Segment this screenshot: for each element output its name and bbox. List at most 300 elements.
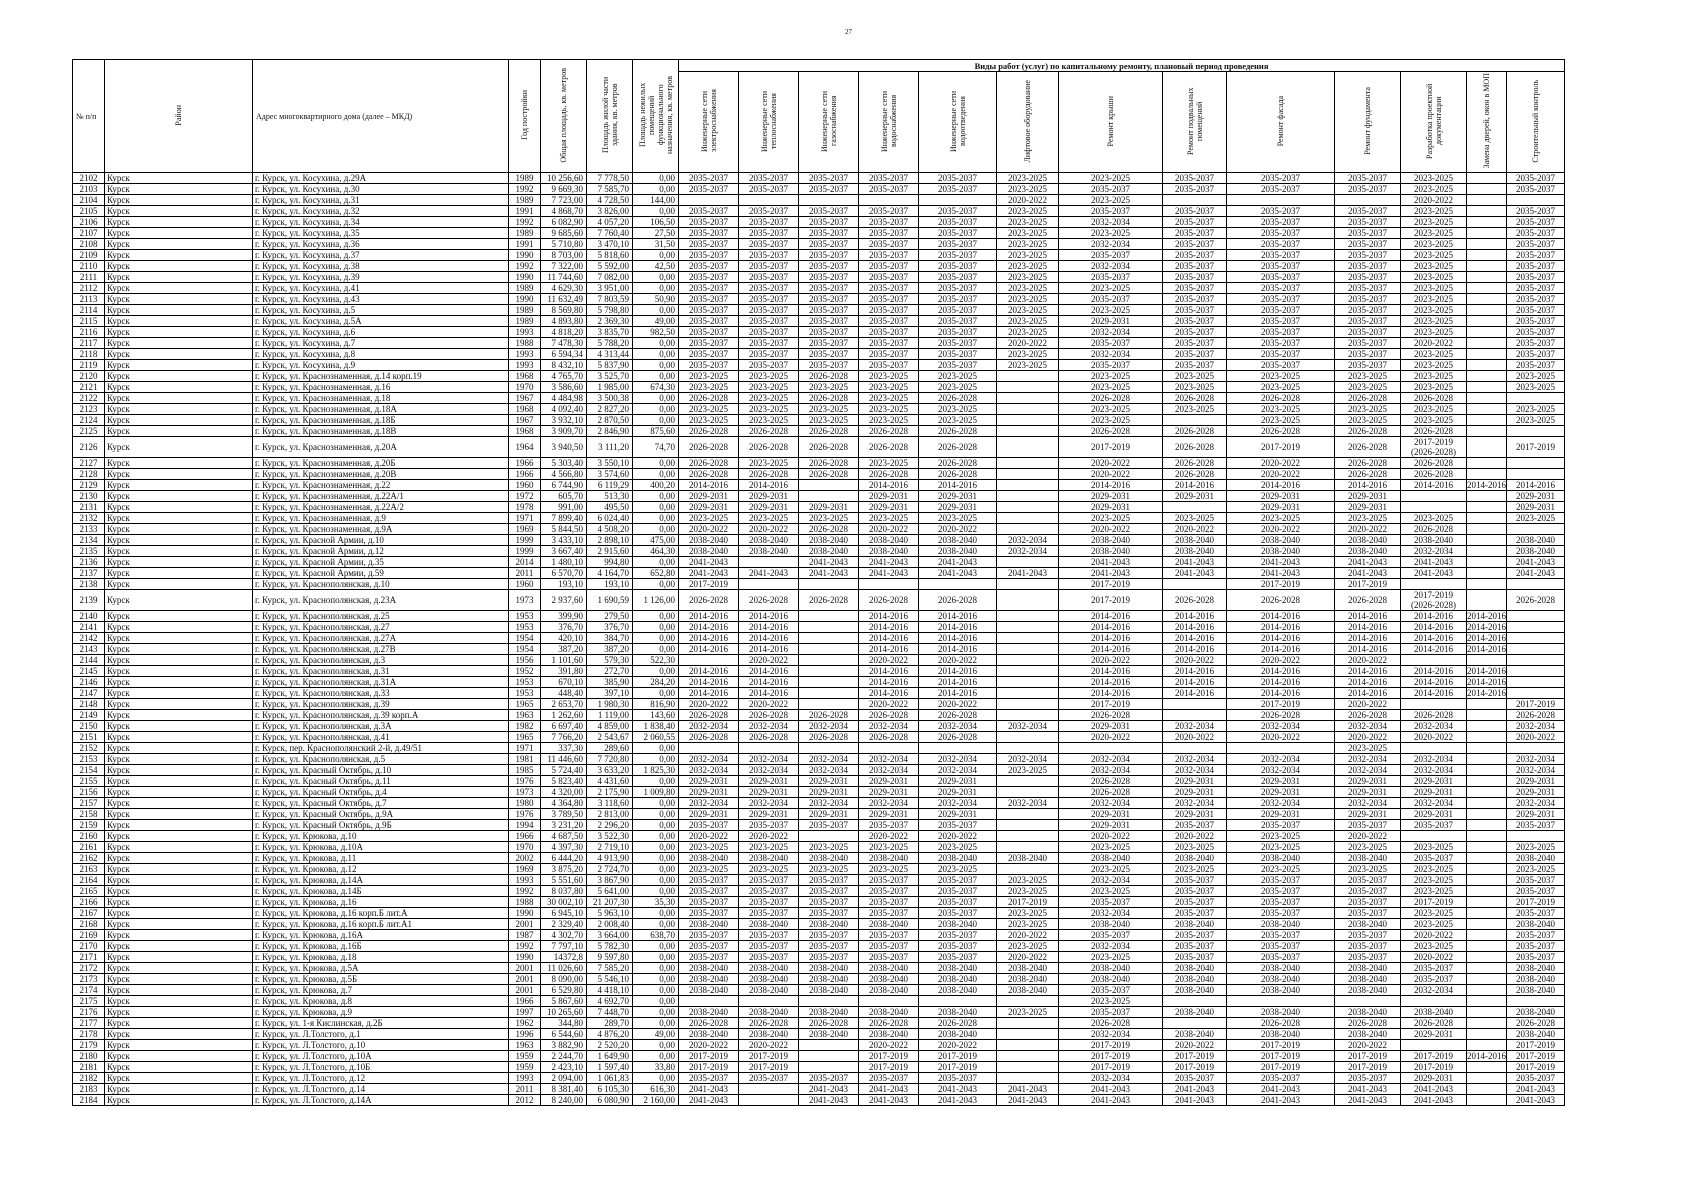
table-cell bbox=[1467, 502, 1507, 513]
table-cell: 2 060,55 bbox=[633, 732, 679, 743]
table-cell: 2020-2022 bbox=[1163, 524, 1227, 535]
table-cell: 5 551,60 bbox=[541, 875, 587, 886]
table-row bbox=[73, 469, 1565, 480]
table-cell: г. Курск, ул. Красный Октябрь, д.4 bbox=[253, 787, 509, 798]
table-cell: 2035-2037 bbox=[679, 228, 739, 239]
table-cell: 2035-2037 bbox=[799, 272, 859, 283]
table-cell bbox=[1467, 338, 1507, 349]
table-cell: 2035-2037 bbox=[1335, 173, 1401, 184]
table-cell bbox=[1467, 941, 1507, 952]
table-cell: 2038-2040 bbox=[1335, 919, 1401, 930]
table-cell: 2162 bbox=[73, 853, 105, 864]
table-cell: 2017-2019 bbox=[679, 1051, 739, 1062]
table-cell: 0,00 bbox=[633, 469, 679, 480]
table-cell: 1 980,30 bbox=[587, 699, 633, 710]
table-cell: 2038-2040 bbox=[997, 974, 1059, 985]
table-cell: 2032-2034 bbox=[1401, 798, 1467, 809]
table-cell: 2029-2031 bbox=[739, 502, 799, 513]
table-cell: 2032-2034 bbox=[1059, 754, 1163, 765]
table-cell: 2026-2028 bbox=[1059, 710, 1163, 721]
table-cell: 2 520,20 bbox=[587, 1040, 633, 1051]
table-cell bbox=[997, 426, 1059, 437]
table-cell: 2020-2022 bbox=[919, 699, 997, 710]
table-cell: 2026-2028 bbox=[1227, 590, 1335, 611]
table-cell: 1989 bbox=[509, 316, 541, 327]
table-cell: 2032-2034 bbox=[1335, 798, 1401, 809]
table-cell: 2035-2037 bbox=[1163, 941, 1227, 952]
table-cell: 2017-2019 (2026-2028) bbox=[1401, 437, 1467, 458]
table-cell: 2026-2028 bbox=[919, 590, 997, 611]
table-cell: 2035-2037 bbox=[1059, 1007, 1163, 1018]
table-cell: Курск bbox=[105, 930, 253, 941]
table-cell: 6 119,29 bbox=[587, 480, 633, 491]
table-cell bbox=[1467, 699, 1507, 710]
table-cell: 2035-2037 bbox=[1507, 173, 1565, 184]
table-cell: 2137 bbox=[73, 568, 105, 579]
table-cell bbox=[1401, 1040, 1467, 1051]
table-cell: 2023-2025 bbox=[1401, 886, 1467, 897]
table-cell: 2035-2037 bbox=[1335, 908, 1401, 919]
table-cell: Курск bbox=[105, 732, 253, 743]
table-cell: 2020-2022 bbox=[859, 699, 919, 710]
table-cell: 2035-2037 bbox=[859, 294, 919, 305]
table-cell: г. Курск, ул. Красный Октябрь, д.11 bbox=[253, 776, 509, 787]
table-cell: 10 256,60 bbox=[541, 173, 587, 184]
table-cell bbox=[1467, 963, 1507, 974]
table-cell: 2035-2037 bbox=[1227, 941, 1335, 952]
table-cell: 2014-2016 bbox=[1227, 480, 1335, 491]
table-cell bbox=[1467, 393, 1507, 404]
table-cell: 2023-2025 bbox=[997, 250, 1059, 261]
table-cell: Курск bbox=[105, 754, 253, 765]
table-cell: 1989 bbox=[509, 305, 541, 316]
table-cell: 2014-2016 bbox=[919, 677, 997, 688]
table-cell: 2035-2037 bbox=[859, 261, 919, 272]
table-cell: 2023-2025 bbox=[1401, 206, 1467, 217]
table-cell: 2035-2037 bbox=[1335, 239, 1401, 250]
table-cell bbox=[1467, 875, 1507, 886]
table-row bbox=[73, 546, 1565, 557]
table-cell bbox=[997, 743, 1059, 754]
table-cell: 7 720,80 bbox=[587, 754, 633, 765]
table-cell bbox=[799, 195, 859, 206]
table-cell bbox=[1467, 1040, 1507, 1051]
table-cell: 2032-2034 bbox=[859, 798, 919, 809]
table-cell: 2035-2037 bbox=[859, 239, 919, 250]
table-cell: 2026-2028 bbox=[1335, 1018, 1401, 1029]
table-cell bbox=[799, 1062, 859, 1073]
table-cell: 2 846,90 bbox=[587, 426, 633, 437]
table-cell bbox=[799, 699, 859, 710]
header-work-4: Инженерные сети водоотведения bbox=[919, 72, 997, 173]
table-cell: 1968 bbox=[509, 371, 541, 382]
table-cell: 2035-2037 bbox=[1163, 327, 1227, 338]
table-cell: 1 597,40 bbox=[587, 1062, 633, 1073]
table-cell: 2023-2025 bbox=[1401, 842, 1467, 853]
table-cell: 2014-2016 bbox=[1401, 622, 1467, 633]
table-cell: 2017-2019 bbox=[859, 1051, 919, 1062]
table-cell: 2158 bbox=[73, 809, 105, 820]
table-cell: 2026-2028 bbox=[1227, 1018, 1335, 1029]
table-cell: 2032-2034 bbox=[859, 721, 919, 732]
table-cell: 2029-2031 bbox=[679, 502, 739, 513]
table-cell bbox=[1467, 853, 1507, 864]
table-cell: г. Курск, ул. Косухина, д.5А bbox=[253, 316, 509, 327]
table-cell: 2023-2025 bbox=[1507, 842, 1565, 853]
table-cell: 0,00 bbox=[633, 206, 679, 217]
table-cell: 2023-2025 bbox=[1507, 382, 1565, 393]
table-cell: 2041-2043 bbox=[1507, 1084, 1565, 1095]
table-cell: Курск bbox=[105, 316, 253, 327]
table-cell: 2029-2031 bbox=[1227, 776, 1335, 787]
table-cell: 289,60 bbox=[587, 743, 633, 754]
table-cell: 2023-2025 bbox=[1401, 349, 1467, 360]
table-cell bbox=[1467, 283, 1507, 294]
table-cell: 0,00 bbox=[633, 853, 679, 864]
table-cell: 2166 bbox=[73, 897, 105, 908]
table-cell bbox=[1467, 535, 1507, 546]
table-cell: Курск bbox=[105, 535, 253, 546]
table-cell: 2017-2019 bbox=[1507, 699, 1565, 710]
table-cell: 2035-2037 bbox=[919, 930, 997, 941]
table-cell: 2127 bbox=[73, 458, 105, 469]
table-cell: 2035-2037 bbox=[859, 875, 919, 886]
table-cell: 2023-2025 bbox=[1059, 283, 1163, 294]
table-cell: г. Курск, ул. Краснополянская, д.27А bbox=[253, 633, 509, 644]
table-cell: Курск bbox=[105, 184, 253, 195]
table-cell: 2035-2037 bbox=[739, 173, 799, 184]
table-cell: г. Курск, ул. Л.Толстого, д.10А bbox=[253, 1051, 509, 1062]
table-cell: 2146 bbox=[73, 677, 105, 688]
table-cell: 3 586,60 bbox=[541, 382, 587, 393]
table-row bbox=[73, 1007, 1565, 1018]
table-cell: 2014-2016 bbox=[679, 633, 739, 644]
table-cell bbox=[1467, 261, 1507, 272]
table-cell bbox=[1507, 524, 1565, 535]
table-cell: 344,80 bbox=[541, 1018, 587, 1029]
table-cell bbox=[1163, 1018, 1227, 1029]
table-cell: 6 697,40 bbox=[541, 721, 587, 732]
table-cell: 2161 bbox=[73, 842, 105, 853]
table-cell: 2035-2037 bbox=[799, 184, 859, 195]
table-cell: 2023-2025 bbox=[1335, 404, 1401, 415]
table-cell: 2035-2037 bbox=[739, 360, 799, 371]
table-cell: 0,00 bbox=[633, 633, 679, 644]
table-cell: 2035-2037 bbox=[859, 305, 919, 316]
table-cell: 2014-2016 bbox=[1467, 666, 1506, 676]
table-cell: 2035-2037 bbox=[859, 349, 919, 360]
table-cell: 2029-2031 bbox=[1227, 787, 1335, 798]
table-cell: 2026-2028 bbox=[1059, 787, 1163, 798]
table-cell: 4 484,98 bbox=[541, 393, 587, 404]
table-cell: 2020-2022 bbox=[1335, 699, 1401, 710]
table-cell: 2014-2016 bbox=[1227, 611, 1335, 622]
table-cell bbox=[1467, 765, 1507, 776]
table-cell: 2118 bbox=[73, 349, 105, 360]
table-cell: 2038-2040 bbox=[1507, 963, 1565, 974]
table-cell: 2041-2043 bbox=[1507, 557, 1565, 568]
table-cell: 1971 bbox=[509, 513, 541, 524]
table-cell: 2029-2031 bbox=[859, 502, 919, 513]
table-cell: г. Курск, ул. Крюкова, д.7 bbox=[253, 985, 509, 996]
table-cell: Курск bbox=[105, 480, 253, 491]
table-cell: Курск bbox=[105, 360, 253, 371]
table-cell: 8 240,00 bbox=[541, 1095, 587, 1106]
table-cell: 2038-2040 bbox=[1507, 535, 1565, 546]
table-cell: 1 126,00 bbox=[633, 590, 679, 611]
table-cell: 2035-2037 bbox=[1163, 897, 1227, 908]
table-cell: 2020-2022 bbox=[997, 195, 1059, 206]
table-cell: 2041-2043 bbox=[919, 1084, 997, 1095]
page-number: 27 bbox=[845, 28, 852, 36]
table-cell bbox=[739, 996, 799, 1007]
table-row bbox=[73, 173, 1565, 184]
table-row bbox=[73, 1084, 1565, 1095]
table-cell: 2035-2037 bbox=[739, 338, 799, 349]
table-cell: 2041-2043 bbox=[1335, 557, 1401, 568]
table-cell: 2035-2037 bbox=[679, 305, 739, 316]
table-cell bbox=[1467, 327, 1507, 338]
table-cell: 2130 bbox=[73, 491, 105, 502]
table-cell: 2035-2037 bbox=[1335, 952, 1401, 963]
table-cell: 2 296,20 bbox=[587, 820, 633, 831]
table-cell: 2032-2034 bbox=[859, 754, 919, 765]
table-row bbox=[73, 1095, 1565, 1106]
table-cell bbox=[1507, 688, 1565, 699]
table-cell: 5 303,40 bbox=[541, 458, 587, 469]
table-cell: Курск bbox=[105, 886, 253, 897]
table-cell: 2035-2037 bbox=[1227, 217, 1335, 228]
table-cell: 2038-2040 bbox=[679, 919, 739, 930]
table-row bbox=[73, 382, 1565, 393]
capital-repair-table-container bbox=[72, 59, 1565, 1106]
table-cell: 74,70 bbox=[633, 437, 679, 458]
table-cell: 2038-2040 bbox=[679, 546, 739, 557]
table-cell: 2035-2037 bbox=[799, 327, 859, 338]
table-cell: 284,20 bbox=[633, 677, 679, 688]
table-cell: 2038-2040 bbox=[1507, 985, 1565, 996]
table-cell: 2014-2016 bbox=[679, 644, 739, 655]
table-cell: 2014-2016 bbox=[679, 677, 739, 688]
table-cell: 2035-2037 bbox=[1227, 952, 1335, 963]
table-cell: 2038-2040 bbox=[799, 1029, 859, 1040]
table-cell: 1966 bbox=[509, 458, 541, 469]
table-cell: 2038-2040 bbox=[1059, 974, 1163, 985]
table-cell: 2023-2025 bbox=[919, 864, 997, 875]
table-cell: 0,00 bbox=[633, 360, 679, 371]
table-cell: 30 002,10 bbox=[541, 897, 587, 908]
table-cell: 2 719,10 bbox=[587, 842, 633, 853]
table-cell: 2014-2016 bbox=[1401, 677, 1467, 688]
table-cell: 2035-2037 bbox=[1059, 985, 1163, 996]
table-cell bbox=[1467, 371, 1507, 382]
table-cell: 2023-2025 bbox=[739, 371, 799, 382]
table-cell: 2038-2040 bbox=[1227, 1007, 1335, 1018]
table-cell: 2032-2034 bbox=[1401, 754, 1467, 765]
table-cell: 2014-2016 bbox=[739, 677, 799, 688]
table-cell: 2035-2037 bbox=[919, 261, 997, 272]
table-cell: г. Курск, ул. Крюкова, д.10А bbox=[253, 842, 509, 853]
table-cell: 2041-2043 bbox=[679, 1095, 739, 1106]
table-cell: 33,80 bbox=[633, 1062, 679, 1073]
table-cell: 2035-2037 bbox=[739, 908, 799, 919]
header-year: Год постройки bbox=[509, 60, 541, 173]
table-cell: г. Курск, ул. Краснополянская, д.27 bbox=[253, 622, 509, 633]
table-cell: 2023-2025 bbox=[1163, 404, 1227, 415]
table-cell: Курск bbox=[105, 743, 253, 754]
table-cell: 5 798,80 bbox=[587, 305, 633, 316]
table-cell: 2029-2031 bbox=[739, 491, 799, 502]
table-cell: 2017-2019 bbox=[1401, 1062, 1467, 1073]
table-cell: 2029-2031 bbox=[1335, 809, 1401, 820]
table-cell: 2014-2016 bbox=[1163, 633, 1227, 644]
table-cell: 1991 bbox=[509, 239, 541, 250]
table-cell: 3 789,50 bbox=[541, 809, 587, 820]
table-cell: 2014-2016 bbox=[739, 611, 799, 622]
table-cell bbox=[799, 491, 859, 502]
table-cell bbox=[997, 677, 1059, 688]
table-cell: 2041-2043 bbox=[997, 1084, 1059, 1095]
table-row bbox=[73, 426, 1565, 437]
table-cell: 2035-2037 bbox=[1335, 886, 1401, 897]
table-cell: г. Курск, ул. Краснополянская, д.23А bbox=[253, 590, 509, 611]
table-cell: 2038-2040 bbox=[1335, 1029, 1401, 1040]
table-cell: 0,00 bbox=[633, 513, 679, 524]
table-cell: 2023-2025 bbox=[1507, 864, 1565, 875]
table-row bbox=[73, 1040, 1565, 1051]
table-cell: 2023-2025 bbox=[1227, 382, 1335, 393]
table-cell: 2023-2025 bbox=[799, 404, 859, 415]
table-cell: 2020-2022 bbox=[739, 655, 799, 666]
table-cell bbox=[1401, 996, 1467, 1007]
table-cell: 2032-2034 bbox=[1227, 798, 1335, 809]
table-cell: 2035-2037 bbox=[1507, 360, 1565, 371]
table-cell: 2182 bbox=[73, 1073, 105, 1084]
table-cell: 2029-2031 bbox=[1227, 491, 1335, 502]
table-cell: 2029-2031 bbox=[1335, 787, 1401, 798]
table-cell: г. Курск, ул. Краснознаменная, д.18 bbox=[253, 393, 509, 404]
table-cell: 2032-2034 bbox=[997, 535, 1059, 546]
table-cell: 1968 bbox=[509, 426, 541, 437]
table-cell: 2023-2025 bbox=[1227, 842, 1335, 853]
table-cell: 2026-2028 bbox=[679, 437, 739, 458]
table-cell bbox=[739, 1084, 799, 1095]
table-cell: г. Курск, ул. Косухина, д.31 bbox=[253, 195, 509, 206]
table-cell: 2035-2037 bbox=[1507, 941, 1565, 952]
table-cell: 2023-2025 bbox=[1401, 919, 1467, 930]
table-cell: 2023-2025 bbox=[1401, 184, 1467, 195]
table-cell: г. Курск, ул. Красной Армии, д.59 bbox=[253, 568, 509, 579]
table-cell: 2029-2031 bbox=[799, 787, 859, 798]
table-cell: 2017-2019 bbox=[859, 1062, 919, 1073]
table-cell: 2001 bbox=[509, 963, 541, 974]
table-cell: Курск bbox=[105, 437, 253, 458]
table-cell: 2156 bbox=[73, 787, 105, 798]
table-cell: 2114 bbox=[73, 305, 105, 316]
table-cell: 1960 bbox=[509, 579, 541, 590]
table-cell: 21 207,30 bbox=[587, 897, 633, 908]
table-cell: 6 444,20 bbox=[541, 853, 587, 864]
table-cell: 2035-2037 bbox=[1163, 338, 1227, 349]
table-cell: 2038-2040 bbox=[1059, 535, 1163, 546]
table-cell: 2023-2025 bbox=[1227, 404, 1335, 415]
table-cell bbox=[1401, 502, 1467, 513]
table-cell bbox=[1401, 491, 1467, 502]
table-cell: 2026-2028 bbox=[1401, 458, 1467, 469]
table-cell: 1993 bbox=[509, 875, 541, 886]
table-cell: 8 569,80 bbox=[541, 305, 587, 316]
table-cell: 2017-2019 bbox=[1507, 897, 1565, 908]
table-cell: 2023-2025 bbox=[1227, 415, 1335, 426]
table-cell: 4 629,30 bbox=[541, 283, 587, 294]
table-cell: 4 818,20 bbox=[541, 327, 587, 338]
table-cell: 2026-2028 bbox=[919, 1018, 997, 1029]
table-cell: г. Курск, ул. Краснополянская, д.33 bbox=[253, 688, 509, 699]
table-cell: 579,30 bbox=[587, 655, 633, 666]
table-cell: 2120 bbox=[73, 371, 105, 382]
table-cell: 2014-2016 bbox=[1335, 622, 1401, 633]
header-work-9: Ремонт фундамента bbox=[1335, 72, 1401, 173]
table-row bbox=[73, 809, 1565, 820]
table-cell: 2017-2019 bbox=[1227, 699, 1335, 710]
table-cell bbox=[1507, 611, 1565, 622]
table-cell: 2035-2037 bbox=[799, 206, 859, 217]
table-cell: 2035-2037 bbox=[1227, 886, 1335, 897]
table-cell: 2035-2037 bbox=[1507, 875, 1565, 886]
table-row bbox=[73, 524, 1565, 535]
table-cell: 2035-2037 bbox=[799, 930, 859, 941]
table-cell: 2026-2028 bbox=[799, 1018, 859, 1029]
table-cell: 106,50 bbox=[633, 217, 679, 228]
table-cell bbox=[1227, 195, 1335, 206]
table-cell: Курск bbox=[105, 842, 253, 853]
table-row bbox=[73, 535, 1565, 546]
table-cell: 2029-2031 bbox=[919, 502, 997, 513]
table-cell: 2038-2040 bbox=[1227, 963, 1335, 974]
table-cell: г. Курск, ул. Л.Толстого, д.10Б bbox=[253, 1062, 509, 1073]
table-cell: 3 500,38 bbox=[587, 393, 633, 404]
table-cell bbox=[1401, 699, 1467, 710]
table-cell bbox=[997, 666, 1059, 677]
table-cell: 2017-2019 bbox=[1401, 1051, 1467, 1062]
table-cell bbox=[1507, 677, 1565, 688]
header-nonliving-area: Площадь нежилых помещений функционального назначения, кв. метров bbox=[633, 60, 679, 173]
table-cell: 2149 bbox=[73, 710, 105, 721]
table-cell: г. Курск, ул. Крюкова, д.16 корп.Б лит.А1 bbox=[253, 919, 509, 930]
table-row bbox=[73, 360, 1565, 371]
table-cell: 2153 bbox=[73, 754, 105, 765]
table-cell bbox=[799, 480, 859, 491]
table-cell bbox=[1467, 1084, 1507, 1095]
table-cell: 2032-2034 bbox=[1059, 217, 1163, 228]
table-cell: 3 550,10 bbox=[587, 458, 633, 469]
table-cell: 2023-2025 bbox=[1401, 272, 1467, 283]
table-cell: 2035-2037 bbox=[1227, 272, 1335, 283]
table-cell: 2023-2025 bbox=[1163, 842, 1227, 853]
table-cell: 2023-2025 bbox=[997, 919, 1059, 930]
table-cell: 0,00 bbox=[633, 184, 679, 195]
table-cell: 2035-2037 bbox=[1335, 820, 1401, 831]
table-cell: г. Курск, ул. Красной Армии, д.12 bbox=[253, 546, 509, 557]
table-cell bbox=[799, 633, 859, 644]
table-cell: г. Курск, ул. Краснознаменная, д.16 bbox=[253, 382, 509, 393]
table-cell: 1971 bbox=[509, 743, 541, 754]
table-cell: 2106 bbox=[73, 217, 105, 228]
table-cell: 513,30 bbox=[587, 491, 633, 502]
table-cell: 0,00 bbox=[633, 305, 679, 316]
table-cell: 2035-2037 bbox=[1335, 897, 1401, 908]
table-cell: 1969 bbox=[509, 524, 541, 535]
